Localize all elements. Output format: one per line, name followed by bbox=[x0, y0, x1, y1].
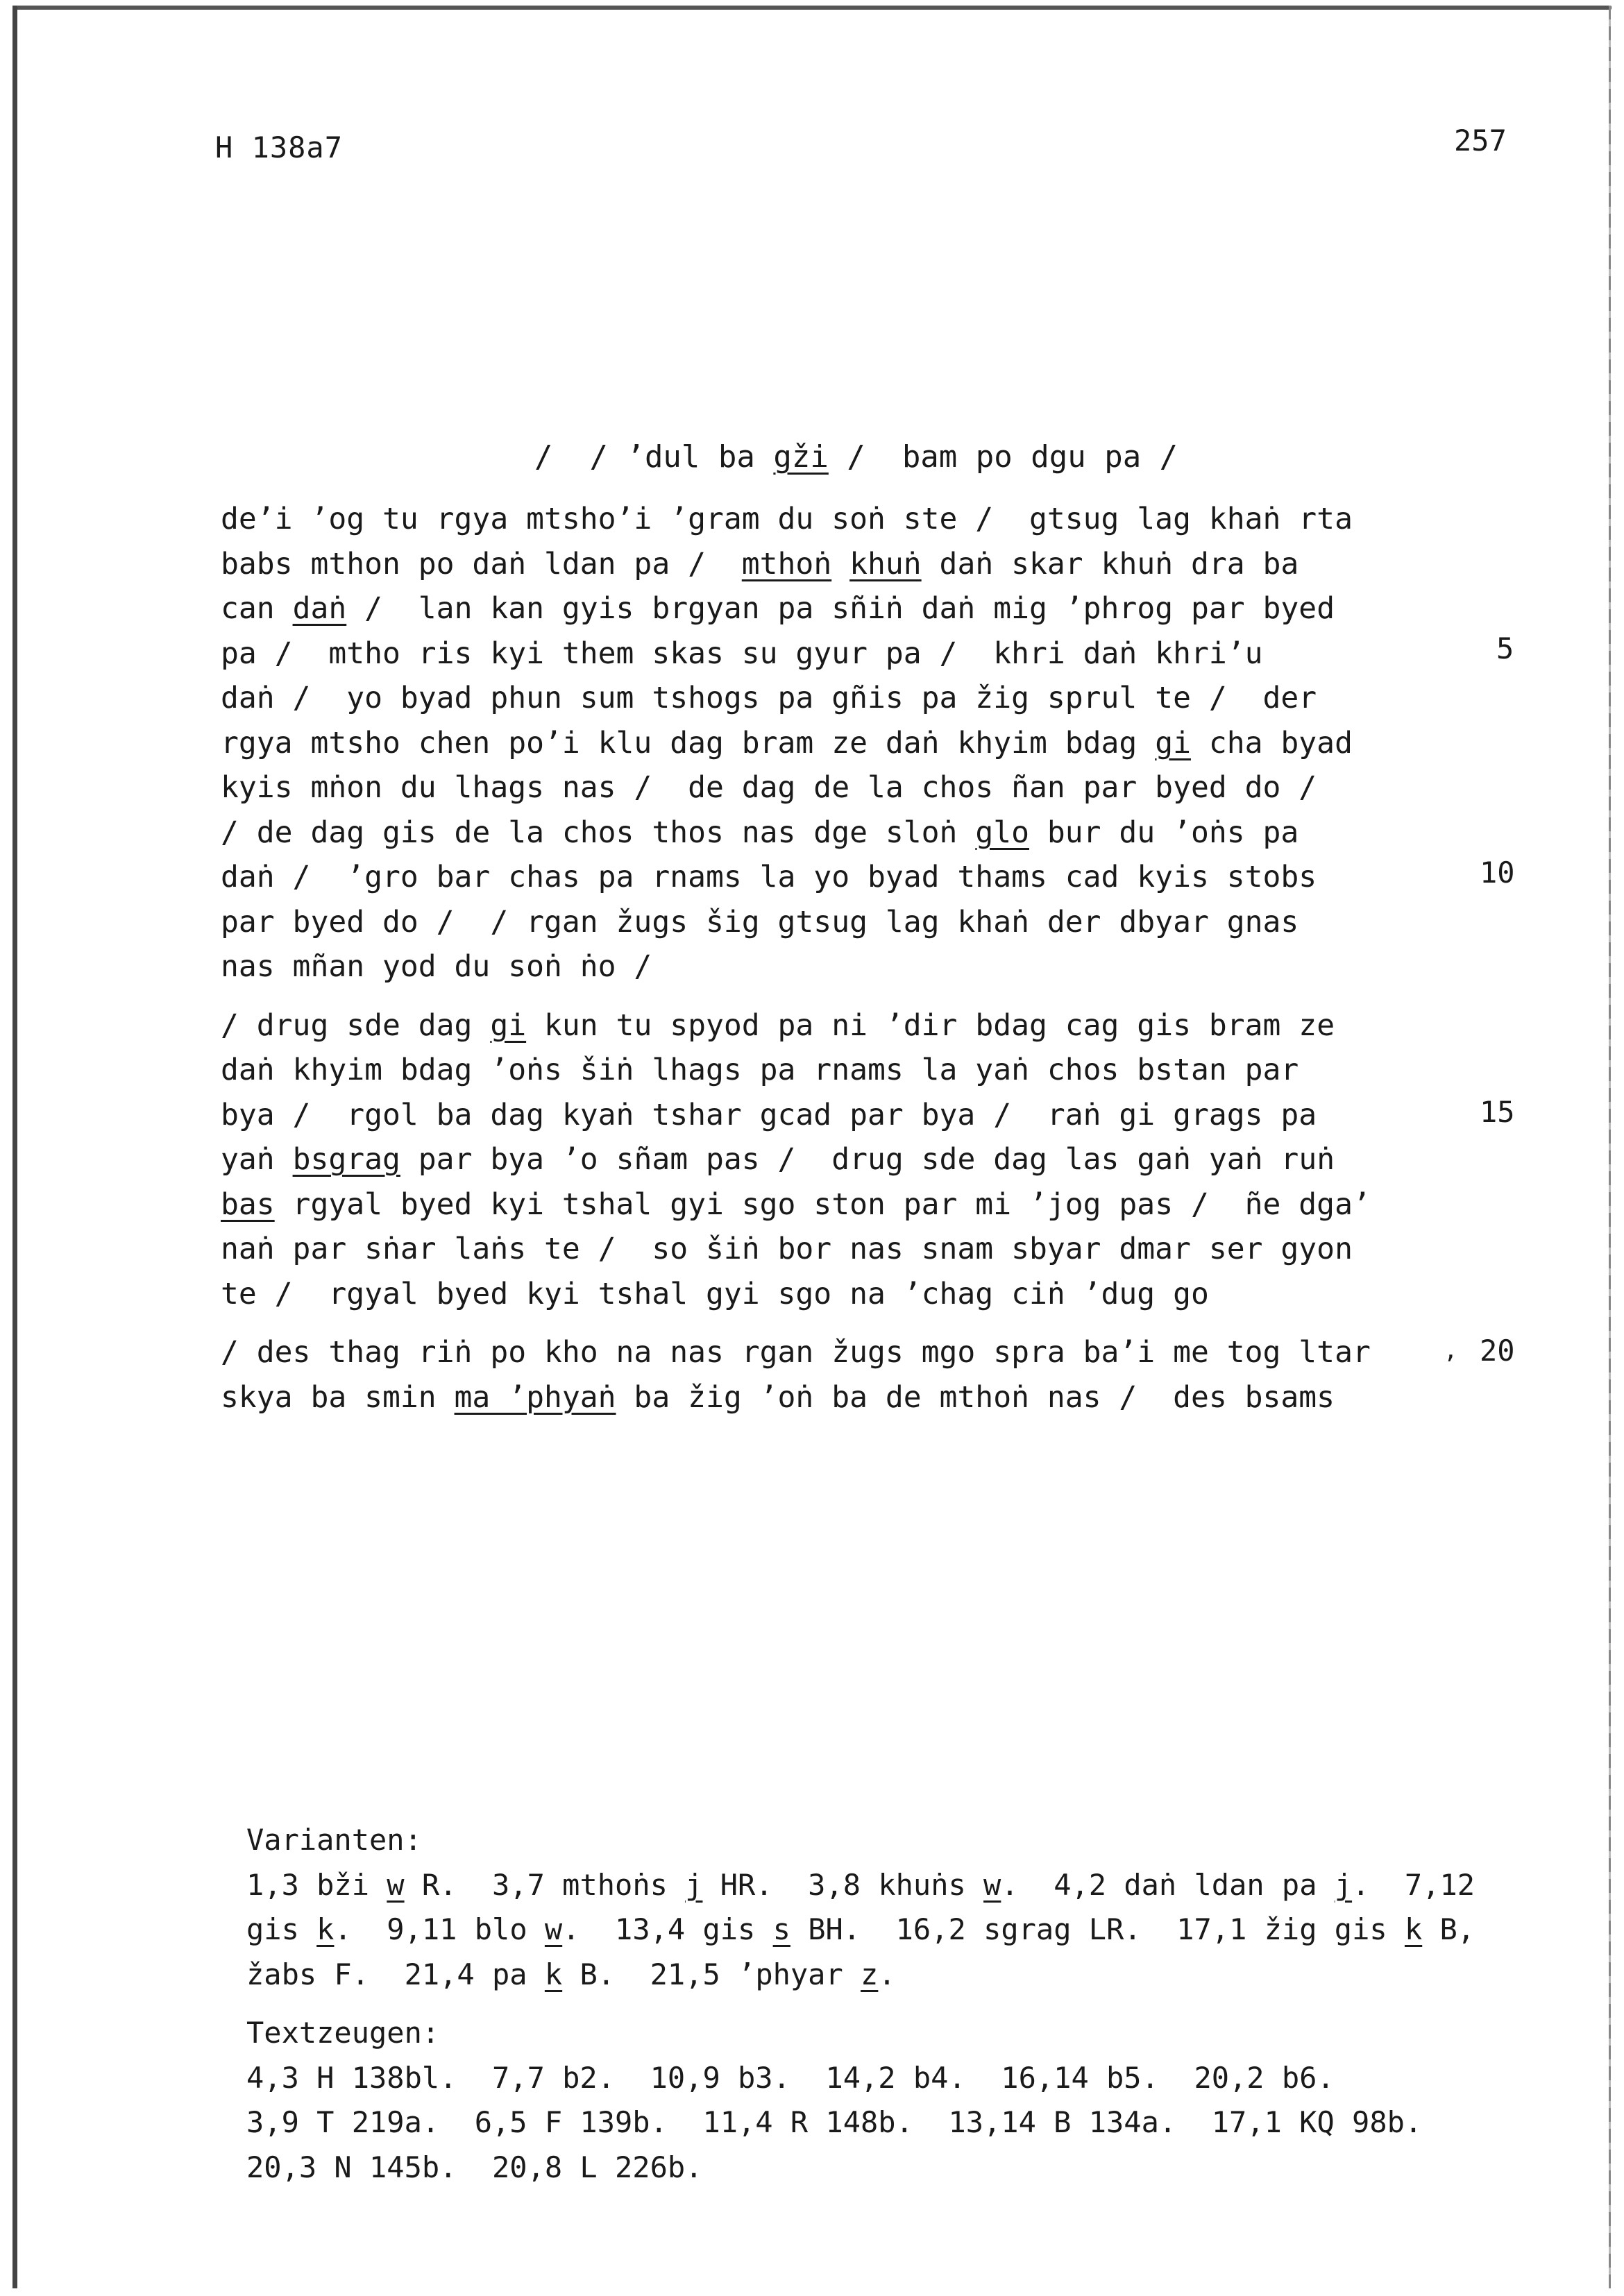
folio-reference: H 138a7 bbox=[215, 130, 344, 164]
variants-line-1: 1,3 bži w R. 3,7 mthoṅs j HR. 3,8 khuṅs w. 4,2 daṅ ldan pa j. 7,12 bbox=[246, 1867, 1475, 1902]
text-line-5: daṅ / yo byad phun sum tshogs pa gñis pa žig sprul te / der bbox=[221, 681, 1317, 715]
comma-mark: , bbox=[1444, 1336, 1458, 1364]
text-line-7: kyis mṅon du lhags nas / de dag de la chos ñan par byed do / bbox=[221, 770, 1317, 805]
text-line-17: naṅ par sṅar laṅs te / so šiṅ bor nas snam sbyar dmar ser gyon bbox=[221, 1232, 1353, 1266]
line-number-5: 5 bbox=[1496, 631, 1514, 665]
text-line-2: babs mthon po daṅ ldan pa / mthoṅ khuṅ daṅ skar khuṅ dra ba bbox=[221, 546, 1299, 581]
line-number-15: 15 bbox=[1480, 1095, 1515, 1129]
text-line-9: daṅ / ’gro bar chas pa rnams la yo byad thams cad kyis stobs bbox=[221, 860, 1317, 894]
main-text bbox=[221, 497, 1442, 1420]
text-line-3: can daṅ / lan kan gyis brgyan pa sñiṅ daṅ mig ’phrog par byed bbox=[221, 591, 1335, 626]
line-number-20: 20 bbox=[1480, 1334, 1515, 1368]
text-line-10: par byed do / / rgan žugs šig gtsug lag khaṅ der dbyar gnas bbox=[221, 904, 1299, 939]
top-border bbox=[15, 6, 1612, 10]
variants-line-3: žabs F. 21,4 pa k B. 21,5 ’phyar z. bbox=[246, 1957, 896, 1991]
section-title: / / ’dul ba gži / bam po dgu pa / bbox=[534, 439, 1178, 475]
text-line-4: pa / mtho ris kyi them skas su gyur pa / khri daṅ khri’u bbox=[221, 636, 1263, 671]
variants-line-2: gis k. 9,11 blo w. 13,4 gis s BH. 16,2 sgrag LR. 17,1 žig gis k B, bbox=[246, 1912, 1475, 1946]
text-line-13: daṅ khyim bdag ’oṅs šiṅ lhags pa rnams la yaṅ chos bstan par bbox=[221, 1053, 1299, 1087]
variants-heading: Varianten: bbox=[246, 1823, 422, 1857]
witnesses-line-1: 4,3 H 138bl. 7,7 b2. 10,9 b3. 14,2 b4. 16,14 b5. 20,2 b6. bbox=[246, 2060, 1335, 2095]
text-line-15: yaṅ bsgrag par bya ’o sñam pas / drug sde dag las gaṅ yaṅ ruṅ bbox=[221, 1142, 1335, 1177]
witnesses-line-2: 3,9 T 219a. 6,5 F 139b. 11,4 R 148b. 13,14 B 134a. 17,1 KQ 98b. bbox=[246, 2105, 1423, 2139]
page-number: 257 bbox=[1454, 124, 1507, 158]
text-line-16: bas rgyal byed kyi tshal gyi sgo ston par mi ’jog pas / ñe dga’ bbox=[221, 1187, 1371, 1222]
text-line-12: / drug sde dag gi kun tu spyod pa ni ’dir bdag cag gis bram ze bbox=[221, 1007, 1335, 1043]
text-line-6: rgya mtsho chen po’i klu dag bram ze daṅ khyim bdag gi cha byad bbox=[221, 725, 1353, 760]
text-line-14: bya / rgol ba dag kyaṅ tshar gcad par bya / raṅ gi grags pa bbox=[221, 1097, 1317, 1132]
text-line-20: skya ba smin ma ’phyaṅ ba žig ’oṅ ba de mthoṅ nas / des bsams bbox=[221, 1379, 1335, 1415]
apparatus bbox=[246, 1818, 1607, 2190]
text-line-11: nas mñan yod du soṅ ṅo / bbox=[221, 949, 652, 984]
witnesses-line-3: 20,3 N 145b. 20,8 L 226b. bbox=[246, 2150, 703, 2184]
text-line-19: / des thag riṅ po kho na nas rgan žugs mgo spra ba’i me tog ltar bbox=[221, 1335, 1371, 1370]
witnesses-heading: Textzeugen: bbox=[246, 2016, 440, 2050]
left-border bbox=[12, 6, 17, 2288]
text-line-1: de’i ’og tu rgya mtsho’i ’gram du soṅ ste / gtsug lag khaṅ rta bbox=[221, 502, 1353, 536]
line-number-10: 10 bbox=[1480, 856, 1515, 890]
right-border bbox=[1609, 6, 1611, 2288]
text-line-18: te / rgyal byed kyi tshal gyi sgo na ’chag ciṅ ’dug go bbox=[221, 1276, 1209, 1311]
text-line-8: / de dag gis de la chos thos nas dge sloṅ glo bur du ’oṅs pa bbox=[221, 815, 1299, 850]
